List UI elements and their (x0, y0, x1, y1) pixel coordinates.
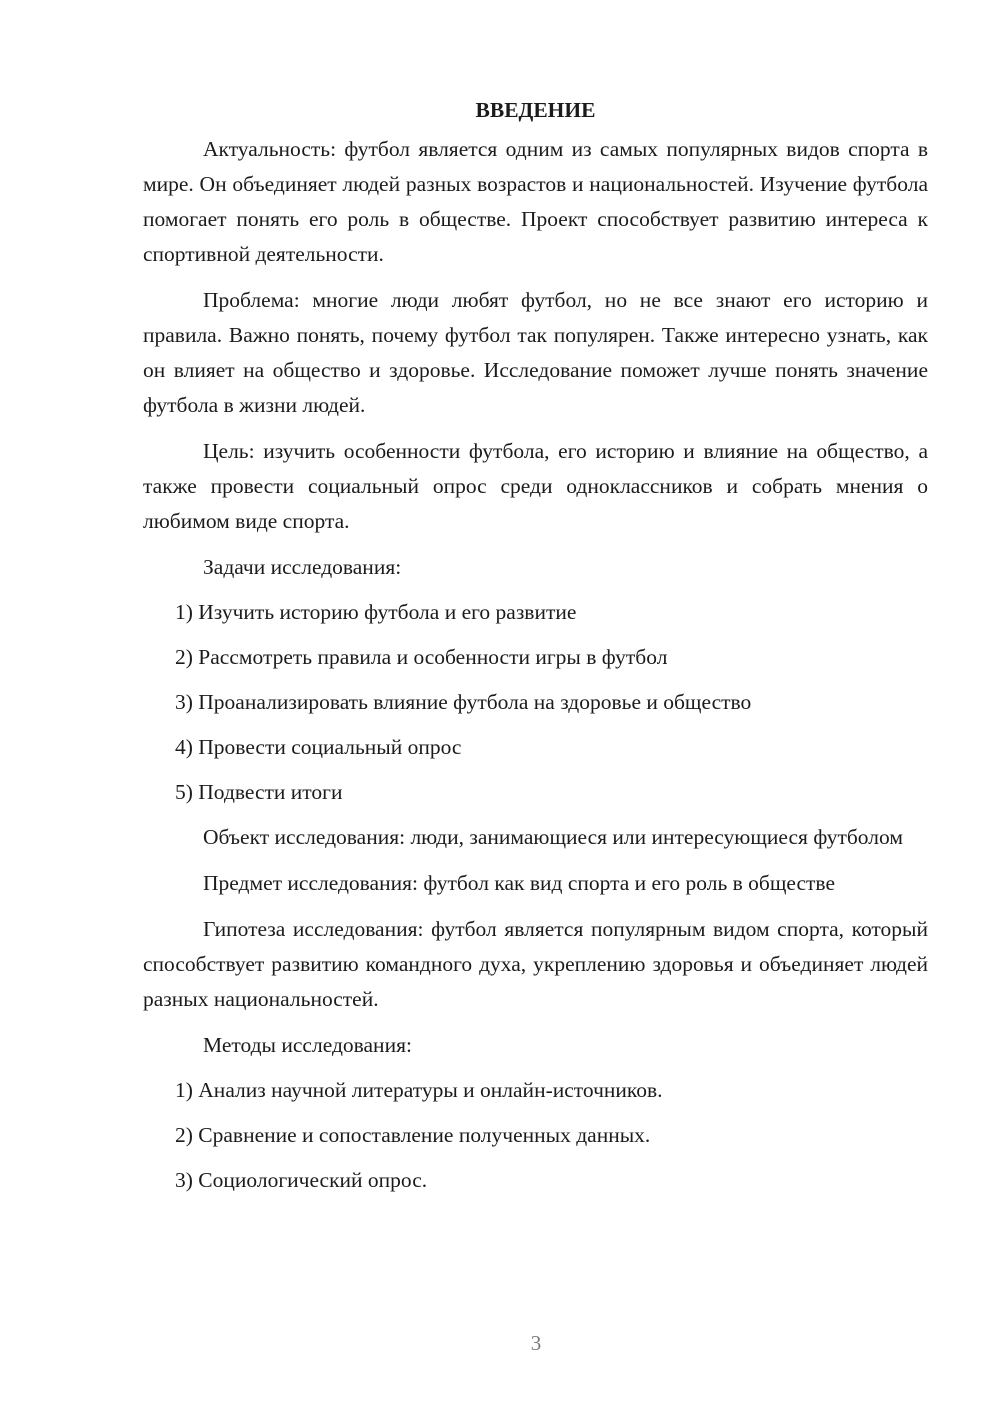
list-item: 1) Изучить историю футбола и его развитие (175, 600, 577, 624)
list-item: 2) Рассмотреть правила и особенности игры в футбол (175, 645, 668, 669)
tasks-label: Задачи исследования: (203, 555, 402, 579)
list-item: 5) Подвести итоги (175, 780, 343, 804)
list-item: 3) Социологический опрос. (175, 1168, 428, 1192)
methods-list (143, 1073, 928, 1198)
list-item: 3) Проанализировать влияние футбола на здоровье и общество (175, 690, 752, 714)
document-page (143, 92, 928, 1208)
goal-paragraph: Цель: изучить особенности футбола, его историю и влияние на общество, а также провести социальный опрос среди одноклассников и собрать мнения о любимом виде спорта. (143, 439, 928, 533)
page-number: 3 (530, 1331, 542, 1355)
relevance-paragraph: Актуальность: футбол является одним из самых популярных видов спорта в мире. Он объединяет людей разных возрастов и национальностей. Изучение футбола помогает понять его роль в обществе. Проект способствует развитию интереса к спортивной деятельности. (143, 137, 928, 266)
object-paragraph: Объект исследования: люди, занимающиеся или интересующиеся футболом (203, 825, 903, 849)
methods-label: Методы исследования: (203, 1033, 412, 1057)
subject-paragraph: Предмет исследования: футбол как вид спорта и его роль в обществе (203, 871, 835, 895)
problem-paragraph: Проблема: многие люди любят футбол, но не все знают его историю и правила. Важно понять, почему футбол так популярен. Также интересно узнать, как он влияет на общество и здоровье. Исследование поможет лучше понять значение футбола в жизни людей. (143, 288, 928, 417)
section-heading: ВВЕДЕНИЕ (475, 98, 596, 122)
list-item: 4) Провести социальный опрос (175, 735, 462, 759)
list-item: 2) Сравнение и сопоставление полученных данных. (175, 1123, 651, 1147)
tasks-list (143, 595, 928, 810)
hypothesis-paragraph: Гипотеза исследования: футбол является популярным видом спорта, который способствует развитию командного духа, укреплению здоровья и объединяет людей разных национальностей. (143, 917, 928, 1011)
list-item: 1) Анализ научной литературы и онлайн-источников. (175, 1078, 663, 1102)
